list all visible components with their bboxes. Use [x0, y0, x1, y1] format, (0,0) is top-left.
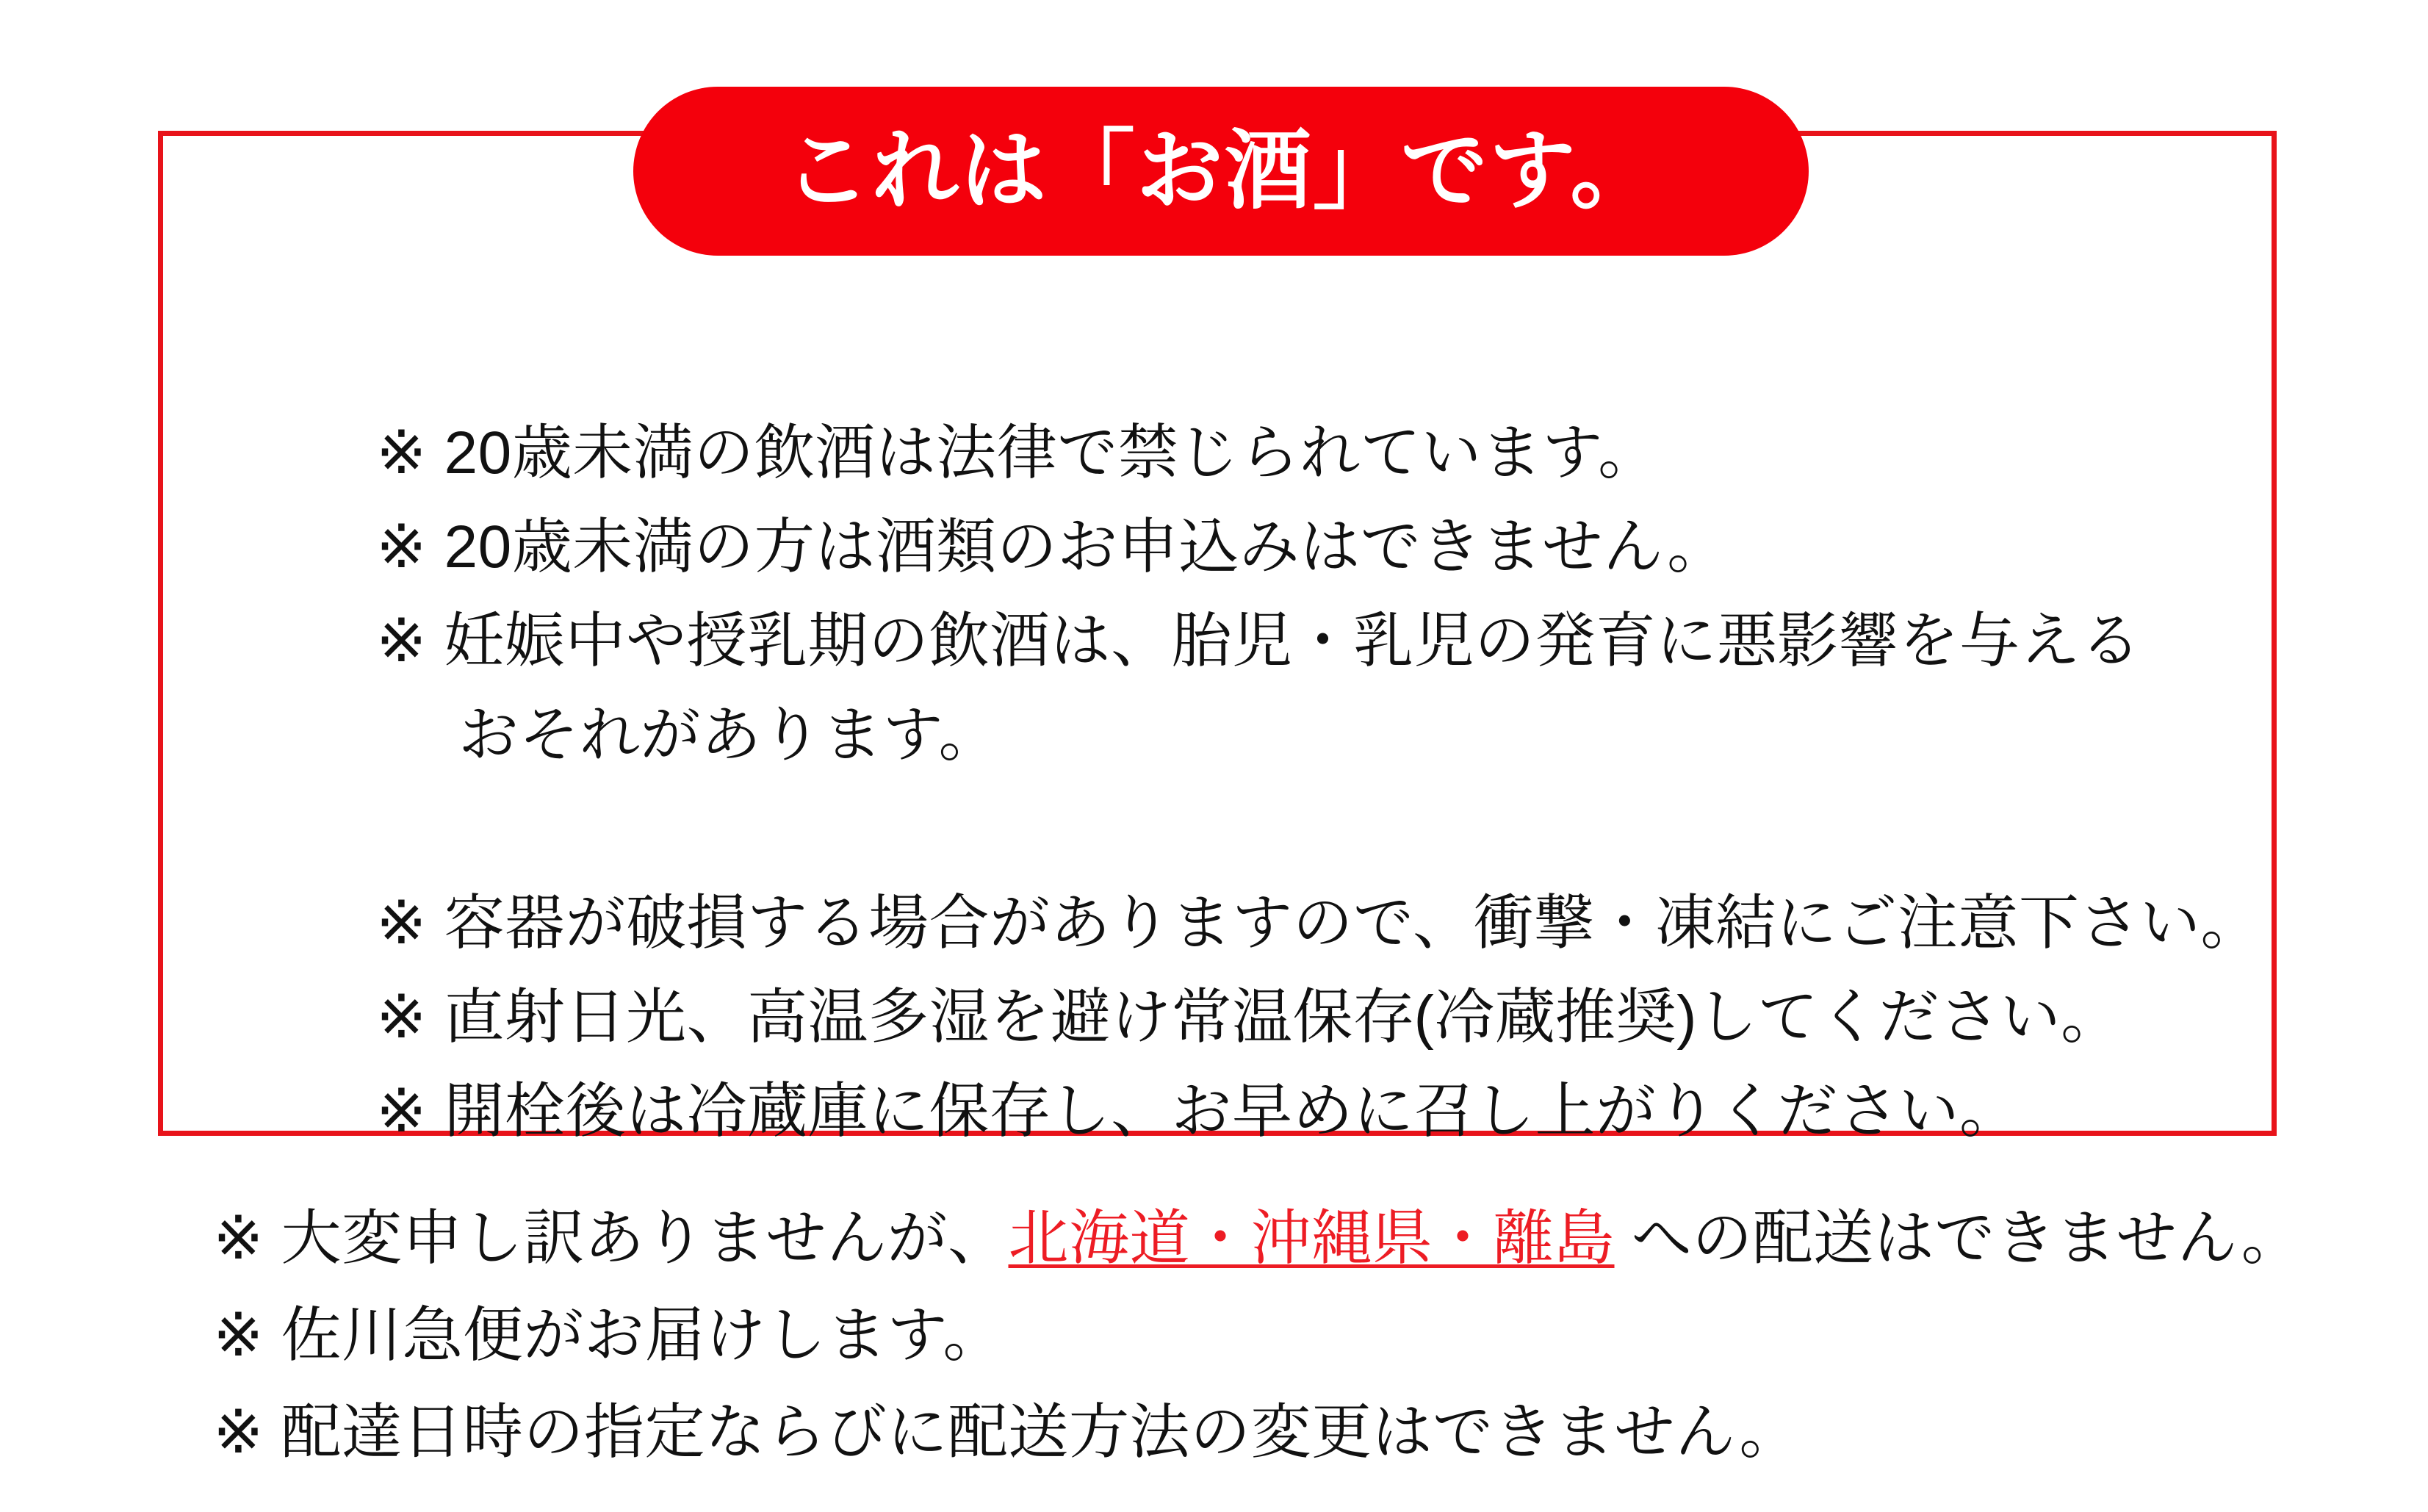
notice-line-age-law: ※ 20歳未満の飲酒は法律で禁じられています。	[376, 420, 1659, 486]
notice-line-age-order: ※ 20歳未満の方は酒類のお申込みはできません。	[376, 514, 1728, 580]
line-spacer	[376, 782, 2404, 876]
notice-line-after-opening: ※ 開栓後は冷蔵庫に保存し、お早めに召し上がりください。	[376, 1078, 2020, 1145]
notice-line-container-damage: ※ 容器が破損する場合がありますので、衝撃・凍結にご注意下さい。	[376, 890, 2261, 957]
notice-box	[158, 131, 2277, 1145]
notice-line-pregnancy-2: おそれがあります。	[458, 702, 999, 768]
shipping-excluded-areas: 北海道・沖縄県・離島	[1008, 1205, 1615, 1272]
shipping-prefix-text: ※ 大変申し訳ありませんが、	[213, 1205, 1009, 1272]
notice-box-text-block	[376, 406, 2404, 1159]
shipping-suffix-text: への配送はできません。	[1614, 1205, 2302, 1272]
notice-line-storage: ※ 直射日光、高温多湿を避け常温保存(冷蔵推奨)してください。	[376, 984, 2122, 1051]
shipping-line-no-date-spec: ※ 配達日時の指定ならびに配送方法の変更はできません。	[213, 1399, 1800, 1466]
alcohol-badge-label: これは「お酒」です。	[783, 123, 1659, 220]
shipping-notes-block	[213, 1190, 2344, 1481]
shipping-line-area-restriction	[213, 1190, 2344, 1287]
alcohol-badge	[633, 87, 1809, 256]
notice-line-pregnancy-1: ※ 妊娠中や授乳期の飲酒は、胎児・乳児の発育に悪影響を与える	[376, 608, 2141, 674]
shipping-line-carrier: ※ 佐川急便がお届けします。	[213, 1302, 1004, 1369]
